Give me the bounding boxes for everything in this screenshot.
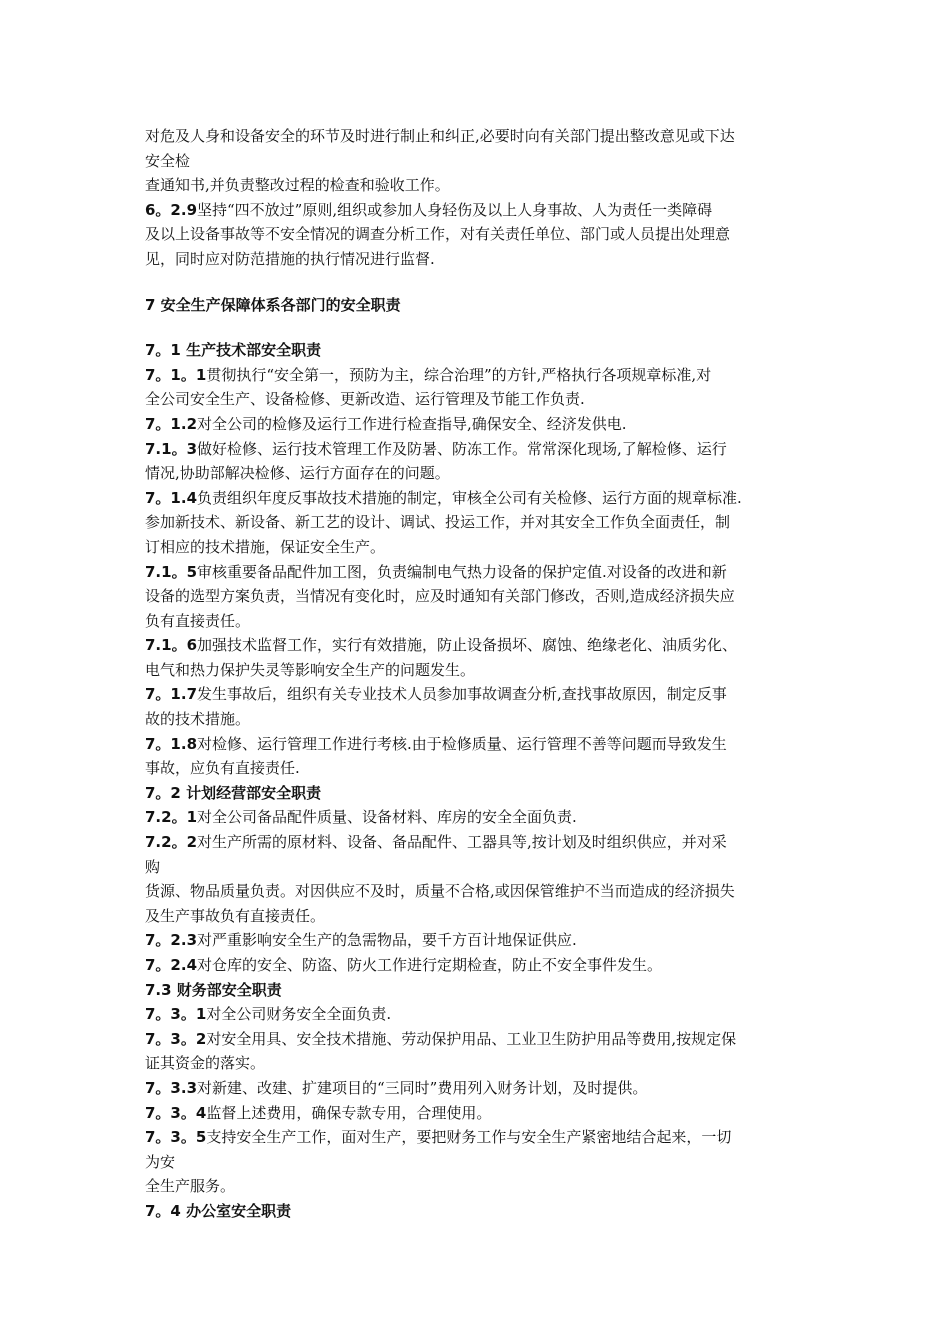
clause-text: 安全检: [145, 151, 191, 170]
clause-number: 7。3。5: [145, 1128, 207, 1147]
clause-text: 对检修、运行管理工作进行考核.由于检修质量、运行管理不善等问题而导致发生: [197, 734, 727, 753]
text-line: [145, 1174, 813, 1199]
clause-text: 及以上设备事故等不安全情况的调查分析工作，对有关责任单位、部门或人员提出处理意: [145, 225, 731, 244]
clause-number: 7。3。2: [145, 1029, 207, 1048]
clause-text: 加强技术监督工作，实行有效措施，防止设备损坏、腐蚀、绝缘老化、油质劣化、: [197, 636, 738, 655]
clause-text: 贯彻执行“安全第一，预防为主，综合治理”的方针,严格执行各项规章标准,对: [206, 365, 712, 384]
clause-text: 对全公司备品配件质量、设备材料、库房的安全全面负责.: [197, 808, 577, 827]
clause-text: 情况,协助部解决检修、运行方面存在的问题。: [145, 464, 450, 483]
text-line: [145, 707, 813, 732]
text-line: [145, 222, 813, 247]
text-line: [145, 1076, 813, 1101]
clause-text: 审核重要备品配件加工图，负责编制电气热力设备的保护定值.对设备的改进和新: [197, 562, 727, 581]
text-line: [145, 609, 813, 634]
text-line: [145, 953, 813, 978]
clause-text: 电气和热力保护失灵等影响安全生产的问题发生。: [145, 660, 476, 679]
paragraph-gap: [145, 317, 813, 338]
clause-number: 6。2.9: [145, 200, 198, 219]
text-line: [145, 682, 813, 707]
clause-number: 7.2。1: [145, 808, 198, 827]
clause-number: 7。1.2: [145, 414, 198, 433]
text-line: [145, 437, 813, 462]
text-line: [145, 560, 813, 585]
clause-text: 对安全用具、安全技术措施、劳动保护用品、工业卫生防护用品等费用,按规定保: [206, 1029, 737, 1048]
section-heading: 7.3 财务部安全职责: [145, 980, 282, 999]
text-line: [145, 805, 813, 830]
paragraph-gap: [145, 272, 813, 293]
clause-text: 为安: [145, 1152, 176, 1171]
clause-number: 7.1。5: [145, 562, 198, 581]
clause-number: 7。3。1: [145, 1005, 207, 1024]
text-line: [145, 173, 813, 198]
clause-text: 对严重影响安全生产的急需物品，要千方百计地保证供应.: [197, 931, 577, 950]
text-line: [145, 879, 813, 904]
section-heading: 7 安全生产保障体系各部门的安全职责: [145, 295, 401, 314]
clause-text: 对新建、改建、扩建项目的“三同时”费用列入财务计划，及时提供。: [197, 1078, 648, 1097]
text-line: [145, 830, 813, 855]
clause-text: 对全公司的检修及运行工作进行检查指导,确保安全、经济发供电.: [197, 414, 627, 433]
text-line: [145, 633, 813, 658]
text-line: [145, 584, 813, 609]
clause-number: 7.1。6: [145, 636, 198, 655]
text-line: [145, 387, 813, 412]
clause-number: 7。1.8: [145, 734, 198, 753]
section-heading: 7。1 生产技术部安全职责: [145, 341, 322, 360]
text-line: [145, 149, 813, 174]
text-line: [145, 1051, 813, 1076]
clause-text: 对危及人身和设备安全的环节及时进行制止和纠正,必要时向有关部门提出整改意见或下达: [145, 127, 735, 145]
text-line: [145, 1150, 813, 1175]
clause-number: 7。2.3: [145, 931, 198, 950]
clause-text: 全公司安全生产、设备检修、更新改造、运行管理及节能工作负责.: [145, 390, 585, 409]
clause-text: 监督上述费用，确保专款专用，合理使用。: [206, 1103, 492, 1122]
clause-text: 设备的选型方案负责，当情况有变化时，应及时通知有关部门修改，否则,造成经济损失应: [145, 587, 735, 606]
text-line: [145, 1101, 813, 1126]
clause-text: 全生产服务。: [145, 1177, 236, 1196]
clause-number: 7。1.4: [145, 488, 198, 507]
clause-text: 坚持“四不放过”原则,组织或参加人身轻伤及以上人身事故、人为责任一类障碍: [197, 200, 713, 219]
clause-number: 7.2。2: [145, 833, 198, 852]
clause-text: 故的技术措施。: [145, 710, 251, 729]
clause-number: 7。3.3: [145, 1078, 198, 1097]
clause-text: 货源、物品质量负责。对因供应不及时，质量不合格,或因保管维护不当而造成的经济损失: [145, 882, 735, 901]
text-line: [145, 904, 813, 929]
clause-number: 7.1。3: [145, 439, 198, 458]
clause-text: 对全公司财务安全全面负责.: [206, 1005, 392, 1024]
clause-text: 查通知书,并负责整改过程的检查和验收工作。: [145, 176, 450, 195]
text-line: [145, 124, 813, 149]
clause-number: 7。1.7: [145, 685, 198, 704]
clause-number: 7。1。1: [145, 365, 207, 384]
clause-text: 见，同时应对防范措施的执行情况进行监督.: [145, 249, 435, 268]
clause-text: 做好检修、运行技术管理工作及防暑、防冻工作。常常深化现场,了解检修、运行: [197, 439, 727, 458]
clause-text: 对生产所需的原材料、设备、备品配件、工器具等,按计划及时组织供应，并对采: [197, 833, 727, 852]
text-line: [145, 247, 813, 272]
text-line: [145, 412, 813, 437]
clause-text: 购: [145, 857, 161, 876]
clause-text: 证其资金的落实。: [145, 1054, 266, 1073]
text-line: [145, 198, 813, 223]
clause-text: 及生产事故负有直接责任。: [145, 906, 326, 925]
clause-text: 负有直接责任。: [145, 611, 251, 630]
clause-text: 支持安全生产工作，面对生产，要把财务工作与安全生产紧密地结合起来，一切: [206, 1128, 732, 1147]
clause-text: 参加新技术、新设备、新工艺的设计、调试、投运工作，并对其安全工作负全面责任，制: [145, 513, 731, 532]
text-line: [145, 1002, 813, 1027]
text-line: [145, 363, 813, 388]
section-heading: 7。4 办公室安全职责: [145, 1201, 292, 1220]
text-line: [145, 658, 813, 683]
clause-text: 订相应的技术措施，保证安全生产。: [145, 537, 386, 556]
text-line: [145, 1027, 813, 1052]
text-line: [145, 732, 813, 757]
clause-number: 7。3。4: [145, 1103, 207, 1122]
text-line: [145, 510, 813, 535]
text-line: [145, 1125, 813, 1150]
text-line: [145, 855, 813, 880]
text-line: [145, 535, 813, 560]
clause-number: 7。2.4: [145, 956, 198, 974]
text-line: [145, 928, 813, 953]
clause-text: 对仓库的安全、防盗、防火工作进行定期检查，防止不安全事件发生。: [197, 956, 663, 974]
clause-text: 发生事故后，组织有关专业技术人员参加事故调查分析,查找事故原因，制定反事: [197, 685, 727, 704]
text-line: [145, 461, 813, 486]
text-line: [145, 756, 813, 781]
document-body: [145, 124, 813, 1224]
text-line: [145, 486, 813, 511]
clause-text: 负责组织年度反事故技术措施的制定，审核全公司有关检修、运行方面的规章标准.: [197, 488, 742, 507]
clause-text: 事故，应负有直接责任.: [145, 759, 300, 778]
section-heading: 7。2 计划经营部安全职责: [145, 783, 322, 802]
